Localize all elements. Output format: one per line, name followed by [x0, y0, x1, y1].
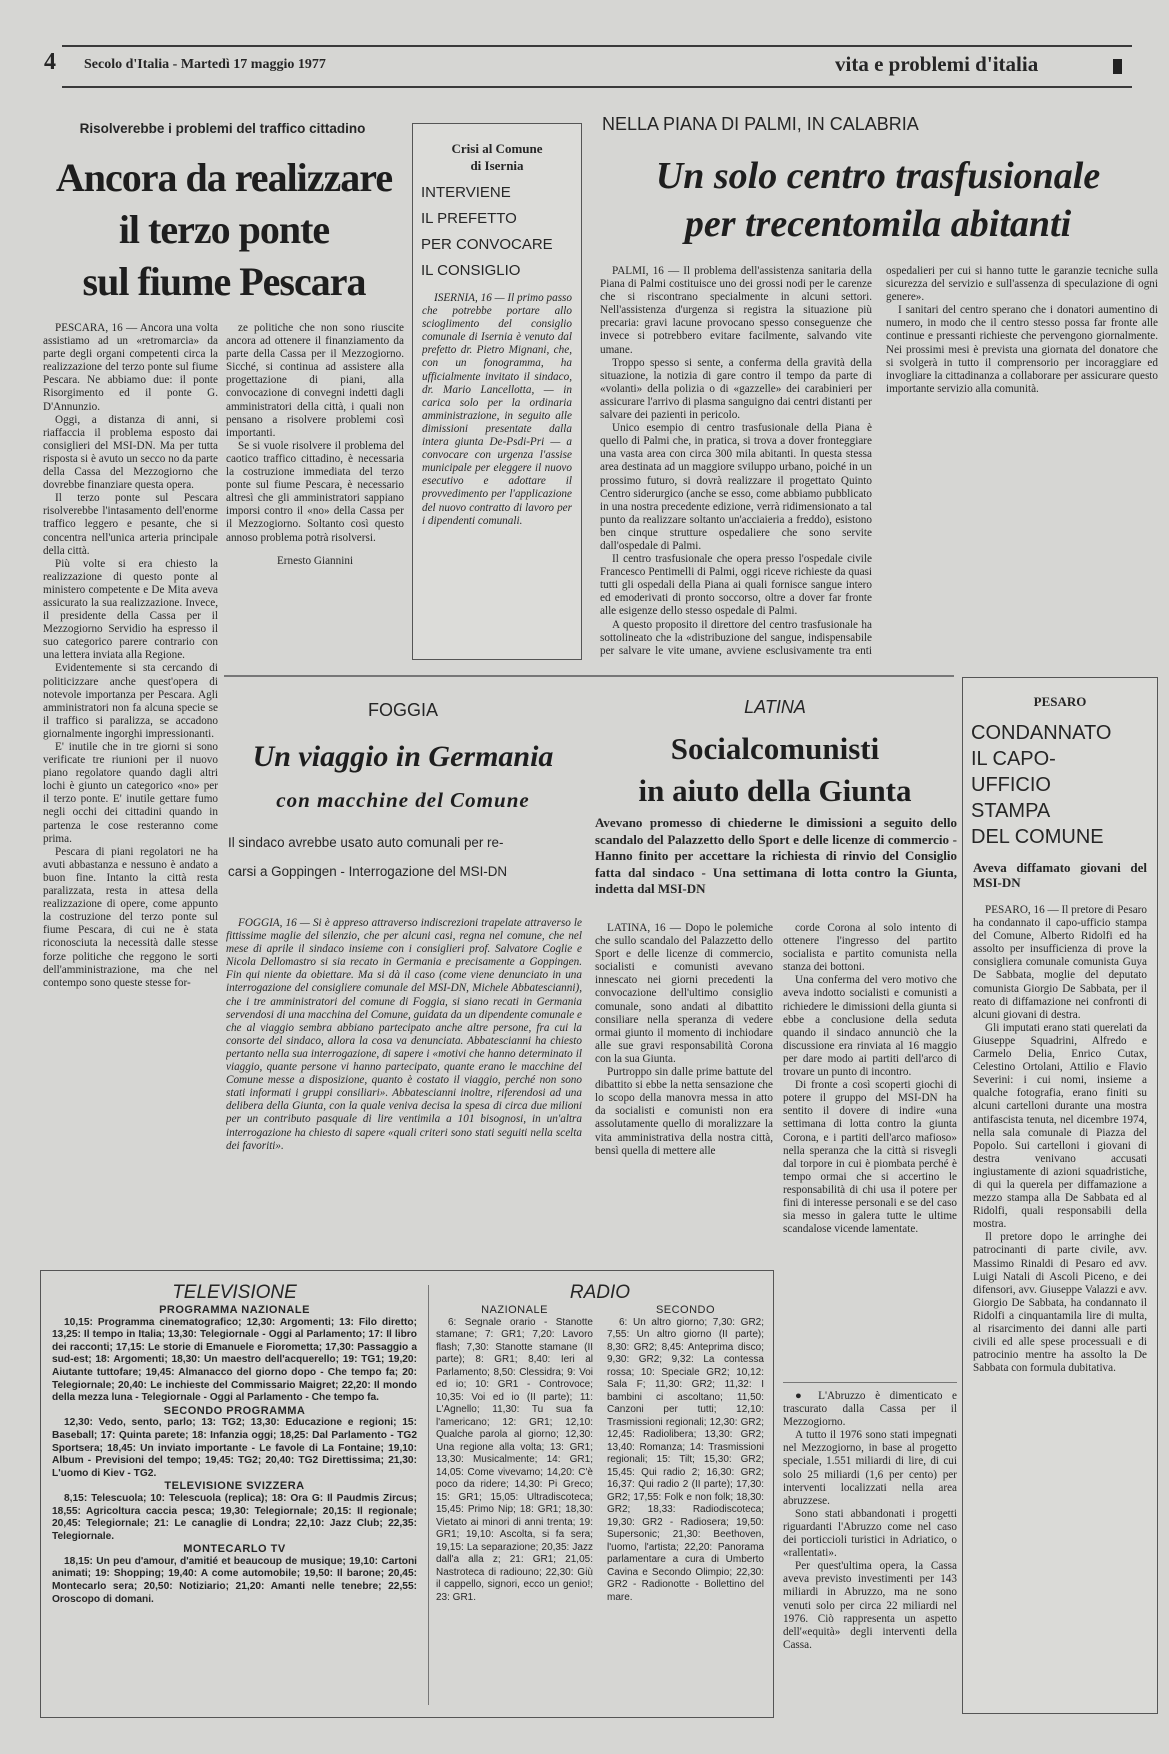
section-heading: SECONDO PROGRAMMA	[163, 1404, 306, 1417]
headline-line: IL CAPO-	[971, 748, 1056, 770]
paragraph: I sanitari del centro sperano che i donatori aumentino di numero, in modo che il centro stesso possa far fronte alle continue e pressanti richieste che pervengono giornalmente. Nei prossimi mesi è prevista una giornata del donatore che si svolgerà in tutto il comprensorio per incoraggiare ed invogliare la cittadinanza a collaborare per assicurare questo importante servizio alla comunità.	[886, 304, 1158, 395]
headline-line: Socialcomunisti	[670, 731, 880, 766]
paragraph: Unico esempio di centro trasfusionale della Piana è quello di Palmi che, in pratica, si trova a dover fronteggiare una vasta area con circa 300 mila abitanti. In questa stessa area destinata ad un maggiore sviluppo urbano, poiché in un prossimo futuro, si dovrà realizzare il progettato Quinto Centro siderurgico (anche se esso, come abbiamo pubblicato in una nostra precedente edizione, verrà ridimensionato a tal punto da realizzare soltanto un'acciaieria a freddo), esistono ben cinque strutture ospedaliere che sono servite dall'ospedale di Palmi.	[600, 422, 872, 552]
paragraph: A tutto il 1976 sono stati impegnati nel Mezzogiorno, in base al progetto speciale, 1.551 miliardi di lire, di cui solo 25 miliardi (1,6 per cento) per interventi localizzati nella area abruzzese.	[783, 1429, 957, 1507]
paragraph: Gli imputati erano stati querelati da Giuseppe Squadrini, Alfredo e Carmelo Delia, Enrico Cutax, Celestino Ortolani, Attilio e Flavio Severini: i cui nomi, insieme a qualche fotografia, erano finiti su alcuni cartelloni durante una mostra antifascista tenuta, nel dicembre 1974, nella sala comunale di Piazza del Popolo. Sui cartelloni i giovani di destra venivano accusati ingiustamente di azioni squadristiche, di qui la querela per diffamazione a mezzo stampa alla De Sabbata ed al Ridolfi, quali responsabili della mostra.	[973, 1021, 1147, 1231]
headline-line: IL CONSIGLIO	[421, 262, 521, 279]
section-heading: TELEVISIONE SVIZZERA	[164, 1480, 305, 1493]
headline-line: UFFICIO	[971, 774, 1051, 796]
latina-body-col1	[595, 922, 773, 1257]
section-text: 8,15: Telescuola; 10: Telescuola (replica); 18: Ora G: Il Paudmis Zircus; 18,55: Agricoltura caccia pesca; 19,30: Telegiornale; 20,15: Il regionale; 20,45: Telegiornale; 21: Le canaglie di Londra; 22,10: Jazz Club; 22,35: Telegiornale.	[52, 1492, 417, 1542]
header-bottom-rule	[62, 86, 1132, 88]
section-heading: MONTECARLO TV	[183, 1543, 286, 1556]
pescara-kicker: Risolverebbe i problemi del traffico cittadino	[79, 121, 366, 136]
headline-line: il terzo ponte	[118, 207, 330, 252]
foggia-body	[226, 917, 582, 1257]
palmi-body	[600, 265, 1158, 660]
section-text: 10,15: Programma cinematografico; 12,30: Argomenti; 13: Filo diretto; 13,25: Il tempo in Italia; 13,30: Telegiornale - Oggi al Parlamento; 17: Il libro dei racconti; 17,15: Le storie di Emanuele e Fiorometta; 17,30: Passaggio a sud-est; 18: Argomenti; 18,30: Un maestro dell'acquerello; 19: TG1; 19,20: Aiutante tuttofare; 19,45: Almanacco del giorno dopo - Che tempo fa; 20: Telegiornale; 20,40: Le inchieste del Commissario Maigret; 22,20: Il mondo della mezza luna - Telegiornale - Oggi al Parlamento - Che tempo fa.	[52, 1316, 417, 1404]
paragraph: Il pretore dopo le arringhe dei patrocinanti di parte civile, avv. Massimo Rinaldi di Pesaro ed avv. Luigi Natali di Ascoli Piceno, e dei difensori, avv. Giuseppe Valazzi e avv. Giorgio De Sabbata, ha condannato il Ridolfi a cinquantamila lire di multa, al risarcimento dei danni alle parti civili ed alle spese processuali e di patrocinio mentre ha assolto la De Sabbata con formula dubitativa.	[973, 1231, 1147, 1375]
section-title: vita e problemi d'italia	[835, 52, 1039, 76]
radio-col-nazionale	[436, 1304, 593, 1704]
paragraph: Sono stati abbandonati i progetti riguardanti l'Abruzzo come nel caso dei porticcioli turistici in Adriatico, o «rallentati».	[783, 1507, 957, 1560]
pescara-headline	[40, 152, 408, 308]
pesaro-box	[962, 677, 1158, 1714]
paragraph: Purtroppo sin dalle prime battute del dibattito si ebbe la netta sensazione che lo scopo della manovra messa in atto da socialisti e comunisti non era assolutamente quello di moralizzare la vita amministrativa della nostra città, bensì quella di mettere alle	[595, 1066, 773, 1157]
paragraph: Evidentemente si sta cercando di politicizzare anche quest'opera di notevole importanza per Pescara. Agli amministratori non fa alcuna specie se il traffico si paralizza, se accadono giornalmente ingorghi impressionanti.	[43, 662, 218, 740]
paragraph	[783, 1390, 957, 1429]
paragraph: Pescara di piani regolatori ne ha avuti abbastanza e nessuno è andato a buon fine. Intanto la città resta paralizzata, resta in attesa della realizzazione di opere, come appunto la costruzione del terzo ponte sul fiume Pescara, di cui ne è stata riconosciuta la necessità dalle stesse forze politiche che reggono le sorti dell'amministrazione, ma che nel contempo sono queste stesse for-	[43, 845, 218, 989]
paragraph: corde Corona al solo intento di ottenere l'ingresso del partito socialista e partito comunista nella stanza dei bottoni.	[783, 922, 957, 974]
latina-deck: Avevano promesso di chiederne le dimissioni a seguito dello scandalo del Palazzetto dello Sport e delle licenze di commercio - Hanno finito per accettare la richiesta di rinvio del Consiglio fatta dal sindaco - Una settimana di lotta contro la Giunta, indetta dal MSI-DN	[595, 815, 957, 896]
tv-radio-divider	[428, 1285, 429, 1705]
column-text: 6: Segnale orario - Stanotte stamane; 7: GR1; 7,20: Lavoro flash; 7,30: Stanotte stamane (II parte); 8: GR1; 8,40: Ieri al Parlamento; 8,50: Clessidra; 9: Voi ed io; 10: GR1 - Controvoce; 10,35: Voi ed io (II parte); 11: L'Agnello; 11,30: Tu sua fa l'americano; 12: GR1; 12,10: Qualche parola al giorno; 12,30: Una regione alla volta; 13: GR1; 13,30: Musicalmente; 14: GR1; 14,05: Come vivevamo; 14,20: C'è poco da ridere; 14,30: Pi Greco; 15: GR1; 15,05: Ultradiscoteca; 15,45: Primo Nip; 18: GR1; 18,30: Vietato ai minori di anni trenta; 19: GR1; 19,10: Ascolta, si fa sera; 19,15: La separazione; 20,35: Jazz dall'a alla z; 21: GR1; 21,05: Nastroteca di radiouno; 22,30: Giù il cappello, signori, ecco un genio!; 23: GR1.	[436, 1316, 593, 1603]
tv-body	[52, 1304, 417, 1606]
bullet-icon: ●	[795, 1390, 819, 1402]
palmi-kicker: NELLA PIANA DI PALMI, IN CALABRIA	[602, 114, 919, 134]
pesaro-deck: Aveva diffamato giovani del MSI-DN	[973, 860, 1147, 890]
section-divider	[224, 675, 954, 677]
headline-line: INTERVIENE	[421, 184, 511, 201]
abruzzo-divider	[783, 1382, 957, 1383]
page-number: 4	[44, 49, 56, 75]
byline: Ernesto Giannini	[276, 554, 354, 567]
foggia-kicker: FOGGIA	[367, 700, 438, 720]
paragraph: Per quest'ultima opera, la Cassa aveva previsto investimenti per 143 miliardi in Abruzzo, ma ne sono venuti solo per circa 22 miliardi nel 1976. Ciò rappresenta un aspetto dell'«equità» degli interventi della Cassa.	[783, 1560, 957, 1651]
paragraph: Più volte si era chiesto la realizzazione di questo ponte al ministero competente e De Mita aveva assicurato la sua realizzazione. Invece, il presidente della Cassa per il Mezzogiorno Servidio ha espresso il suo categorico parere contrario con una lettera inviata alla Regione.	[43, 557, 218, 662]
paragraph: Il centro trasfusionale che opera presso l'ospedale civile Francesco Pentimelli di Palmi, oggi riceve richieste da quasi tutti gli ospedali della Piana ai quali fornisce sangue intero ed emoderivati di pronto soccorso, oltre a dover far fronte alle esigenze dello stesso ospedale di Palmi.	[600, 553, 872, 618]
header-top-rule	[62, 45, 1132, 47]
masthead: Secolo d'Italia - Martedì 17 maggio 1977	[84, 57, 326, 72]
kicker-line: Crisi al Comune	[451, 141, 543, 156]
headline-line: Un solo centro trasfusionale	[655, 155, 1101, 197]
section-heading: PROGRAMMA NAZIONALE	[159, 1304, 310, 1316]
column-text: 6: Un altro giorno; 7,30: GR2; 7,55: Un altro giorno (II parte); 8,30: GR2; 8,45: Anteprima disco; 9,30: GR2; 9,32: La contessa rossa; 10: Speciale GR2; 10,12: Sala F; 11,30: GR2; 11,32: I bambini ci ascoltano; 11,50: Canzoni per tutti; 12,10: Trasmissioni regionali; 12,30: GR2; 12,45: Radiolibera; 13,30: GR2; 13,40: Romanza; 14: Trasmissioni regionali; 15: Tilt; 15,30: GR2; 15,45: Qui radio 2; 16,30: GR2; 16,37: Qui radio 2 (II parte); 17,30: GR2; 17,55: Folk e non folk; 18,30: GR2; 18,33: Radiodiscoteca; 19,30: GR2 - Radiosera; 19,50: Supersonic; 21,30: Beethoven, l'uomo, l'artista; 22,20: Panorama parlamentare a cura di Umberto Cavina e Secondo Olimpio; 22,30: GR2 - Radionotte - Bollettino del mare.	[607, 1316, 764, 1603]
paragraph: E' inutile che in tre giorni si sono verificate tre riunioni per il nuovo piano regolatore quando dagli altri lochi è giunto un categorico «no» per il terzo ponte. E' inutile gettare fumo negli occhi dei cittadini quando in partenza le cose resteranno come prima.	[43, 741, 218, 845]
headline-line: per trecentomila abitanti	[684, 203, 1072, 245]
pesaro-body	[973, 904, 1147, 1375]
pesaro-kicker: PESARO	[1033, 694, 1087, 709]
paragraph: FOGGIA, 16 — Si è appreso attraverso indiscrezioni trapelate attraverso le fittissime maglie del silenzio, che per alcuni casi, regna nel comune, che nel mese di aprile il sindaco insieme con i consiglieri prof. Salvatore Coglie e Nicola Dellomastro si sia recato in Germania e precisamente a Goppingen. Fin qui niente da obiettare. Ma si dà il caso (come viene denunciato in una interrogazione del consigliere comunale del MSI-DN, Michele Abbatescianni), che i tre amministratori del comune di Foggia, si siano recati in Germania servendosi di una macchina del Comune, guidata da un dipendente comunale e che al viaggio sembra abbiano partecipato anche altre persone, fra cui la consorte del sindaco, allora la cosa va denunciata. Abbatescianni ha chiesto pertanto nella sua interrogazione, di sapere i «motivi che hanno determinato il viaggio, quante persone vi hanno partecipato, quante erano le macchine del Comune messe a disposizione, quanto è costato il viaggio, perché non sono stati informati i gruppi consiliari». Abbatescianni inoltre, riferendosi ad una delibera della Giunta, con la quale veniva decisa la spesa di circa due milioni per un contributo pasquale di lire ventimila a 101 bisognosi, in un'altra interrogazione ha chiesto di sapere «quali criteri sono stati seguiti nella scelta dei favoriti».	[226, 917, 582, 1152]
deck-line: carsi a Goppingen - Interrogazione del MSI-DN	[228, 864, 508, 879]
paragraph-text: L'Abruzzo è dimenticato e trascurato dalla Cassa per il Mezzogiorno.	[783, 1390, 957, 1429]
pescara-body-col2	[226, 322, 404, 662]
pesaro-headline	[971, 720, 1157, 850]
paragraph: Di fronte a così scoperti giochi di potere il gruppo del MSI-DN ha sentito il dovere di indire «una settimana di lotta contro la giunta Corona, e i partiti dell'arco mafioso» nella speranza che la città si risvegli dal torpore in cui è piombata perché è tempo ormai che si accertino le responsabilità di chi usa il potere per fini di interesse personali e se del caso sia messo in galera tutte le ultime scandalose vicende lamentate.	[783, 1079, 957, 1236]
isernia-kicker	[413, 140, 581, 174]
latina-headline	[593, 728, 957, 812]
latina-body-col2	[783, 922, 957, 1377]
headline-line: PER CONVOCARE	[421, 236, 553, 253]
paragraph: LATINA, 16 — Dopo le polemiche che sullo scandalo del Palazzetto dello Sport e delle licenze di commercio, socialisti e comunisti avevano innescato nei giorni precedenti la convocazione dell'ultimo consiglio comunale, sono andati al dibattito consiliare nella speranza di vedere ormai giunto il momento di inchiodare alle sue gravi responsabilità Corona con la sua Giunta.	[595, 922, 773, 1065]
kicker-line: di Isernia	[470, 158, 524, 173]
headline-line: DEL COMUNE	[971, 826, 1104, 848]
paragraph: Se si vuole risolvere il problema del caotico traffico cittadino, è necessaria la costruzione immediata del terzo ponte sul fiume Pescara, è necessario altresì che gli amministratori sappiano imporsi contro il «no» della Cassa per il Mezzogiorno. Soltanto così questo annoso problema potrà risolversi.	[226, 439, 404, 544]
section-text: 18,15: Un peu d'amour, d'amitié et beaucoup de musique; 19,10: Cartoni animati; 19: Shopping; 19,40: A come automobile; 19,50: Il barone; 20,45: Montecarlo sera; 20,50: Notiziario; 21,20: Amanti nelle tenebre; 22,55: Oroscopo di domani.	[52, 1555, 417, 1605]
column-heading: NAZIONALE	[481, 1304, 548, 1316]
isernia-body	[422, 292, 572, 528]
foggia-deck	[228, 828, 584, 886]
radio-col-secondo	[607, 1304, 764, 1704]
headline-line: CONDANNATO	[971, 722, 1112, 744]
tv-listings	[52, 1282, 417, 1606]
paragraph: PESCARA, 16 — Ancora una volta assistiamo ad un «retromarcia» da parte degli organi competenti circa la realizzazione del terzo ponte sul fiume Pescara. Ne abbiamo due: il ponte Risorgimento ed il ponte G. D'Annunzio.	[43, 322, 218, 413]
paragraph: Troppo spesso si sente, a conferma della gravità della situazione, la notizia di gare contro il tempo da parte di «volanti» della polizia o di «gazzelle» dei carabinieri per assicurare l'arrivo di plasma sanguigno dai centri distanti per salvare dei pazienti in pericolo.	[600, 356, 872, 422]
paragraph: Oggi, a distanza di anni, si riaffaccia il problema esposto dai consiglieri del MSI-DN. Ma per tutta risposta si è avuto un secco no da parte della Cassa del Mezzogiorno che dovrebbe finanziare questa opera.	[43, 413, 218, 492]
headline-line: STAMPA	[971, 800, 1051, 822]
foggia-headline: Un viaggio in Germania	[252, 740, 554, 773]
paragraph: A questo proposito il direttore del centro trasfusionale ha sottolineato che la «distribuzione del sangue, indispensabile per salvare le vite umane, avviene esclusivamente tra enti ospedalieri per cui si hanno tutte le garanzie tecniche sulla sicurezza del servizio e sull'assenza di speculazione di ogni genere».	[600, 265, 1158, 657]
section-text: 12,30: Vedo, sento, parlo; 13: TG2; 13,30: Educazione e regioni; 15: Baseball; 17: Quinta parete; 18: Infanzia oggi; 18,25: Dal Parlamento - TG2 Sportsera; 18,45: Un inviato importante - Le favole di La Fontaine; 19,10: Album - Previsioni del tempo; 19,45: TG2; 20,40: TG2 Direttissima; 21,30: L'uomo di Kiev - TG2.	[52, 1417, 417, 1479]
palmi-headline	[598, 152, 1158, 248]
radio-title: RADIO	[569, 1282, 631, 1303]
radio-listings	[436, 1282, 764, 1704]
paragraph: ISERNIA, 16 — Il primo passo che potrebbe portare allo scioglimento del consiglio comunale di Isernia è venuto dal prefetto dr. Pietro Mignani, che, con un fonogramma, ha ufficialmente invitato il sindaco, dr. Mario Lancellotta, — in carica solo per la ordinaria amministrazione, in seguito alle dimissioni presentate dalla intera giunta De-Psdi-Pri — a convocare con urgenza l'assise municipale per eleggere il nuovo esecutivo e adottare il provvedimento per l'applicazione del nuovo contratto di lavoro per i dipendenti comunali.	[422, 292, 572, 527]
headline-line: sul fiume Pescara	[82, 259, 366, 304]
foggia-subhead: con macchine del Comune	[276, 788, 530, 812]
headline-line: Ancora da realizzare	[55, 155, 393, 200]
pescara-body-col1	[43, 322, 218, 1262]
paragraph: Una conferma del vero motivo che aveva indotto socialisti e comunisti a richiedere le dimissioni della giunta si ebbe a conclusione della seduta quando il sindaco annunciò che la discussione era rinviata al 16 maggio per dare modo ai partiti dell'arco di trovare un punto di incontro.	[783, 974, 957, 1079]
paragraph: PESARO, 16 — Il pretore di Pesaro ha condannato il capo-ufficio stampa del Comune, Alberto Ridolfi ed ha assolto per insufficienza di prove la consigliera comunale comunista Guya De Sabbata, moglie del deputato comunista Giorgio De Sabbata, per il reato di diffamazione nei confronti di alcuni giovani di destra.	[973, 904, 1147, 1021]
isernia-headline	[421, 180, 581, 284]
isernia-box	[412, 123, 582, 660]
headline-line: in aiuto della Giunta	[638, 773, 912, 808]
paragraph: PALMI, 16 — Il problema dell'assistenza sanitaria della Piana di Palmi costituisce uno dei grossi nodi per le carenze che si riscontrano specialmente in alcuni settori. Nell'assistenza d'urgenza si registra la situazione più precaria: gravi lacune provocano spesso conseguenze che invece si potrebbero evitare facilmente, salvando vite umane.	[600, 265, 872, 356]
deck-line: Il sindaco avrebbe usato auto comunali per re-	[228, 835, 504, 850]
paragraph: Il terzo ponte sul Pescara risolverebbe l'intasamento dell'enorme traffico leggero e pesante, che si concentra nell'unica arteria principale della città.	[43, 492, 218, 557]
column-heading: SECONDO	[655, 1304, 716, 1316]
abruzzo-body	[783, 1390, 957, 1715]
section-marker	[1113, 59, 1122, 74]
headline-line: IL PREFETTO	[421, 210, 517, 227]
paragraph: ze politiche che non sono riuscite ancora ad ottenere il finanziamento da parte della Cassa per il Mezzogiorno. Sicché, si continua ad assistere alla progettazione di piani, alla convocazione di convegni indetti dagli amministratori della città, i quali non pensano a risolvere problemi così importanti.	[226, 322, 404, 439]
latina-kicker: LATINA	[744, 697, 806, 717]
radio-columns	[436, 1304, 764, 1704]
tv-title: TELEVISIONE	[172, 1282, 297, 1303]
